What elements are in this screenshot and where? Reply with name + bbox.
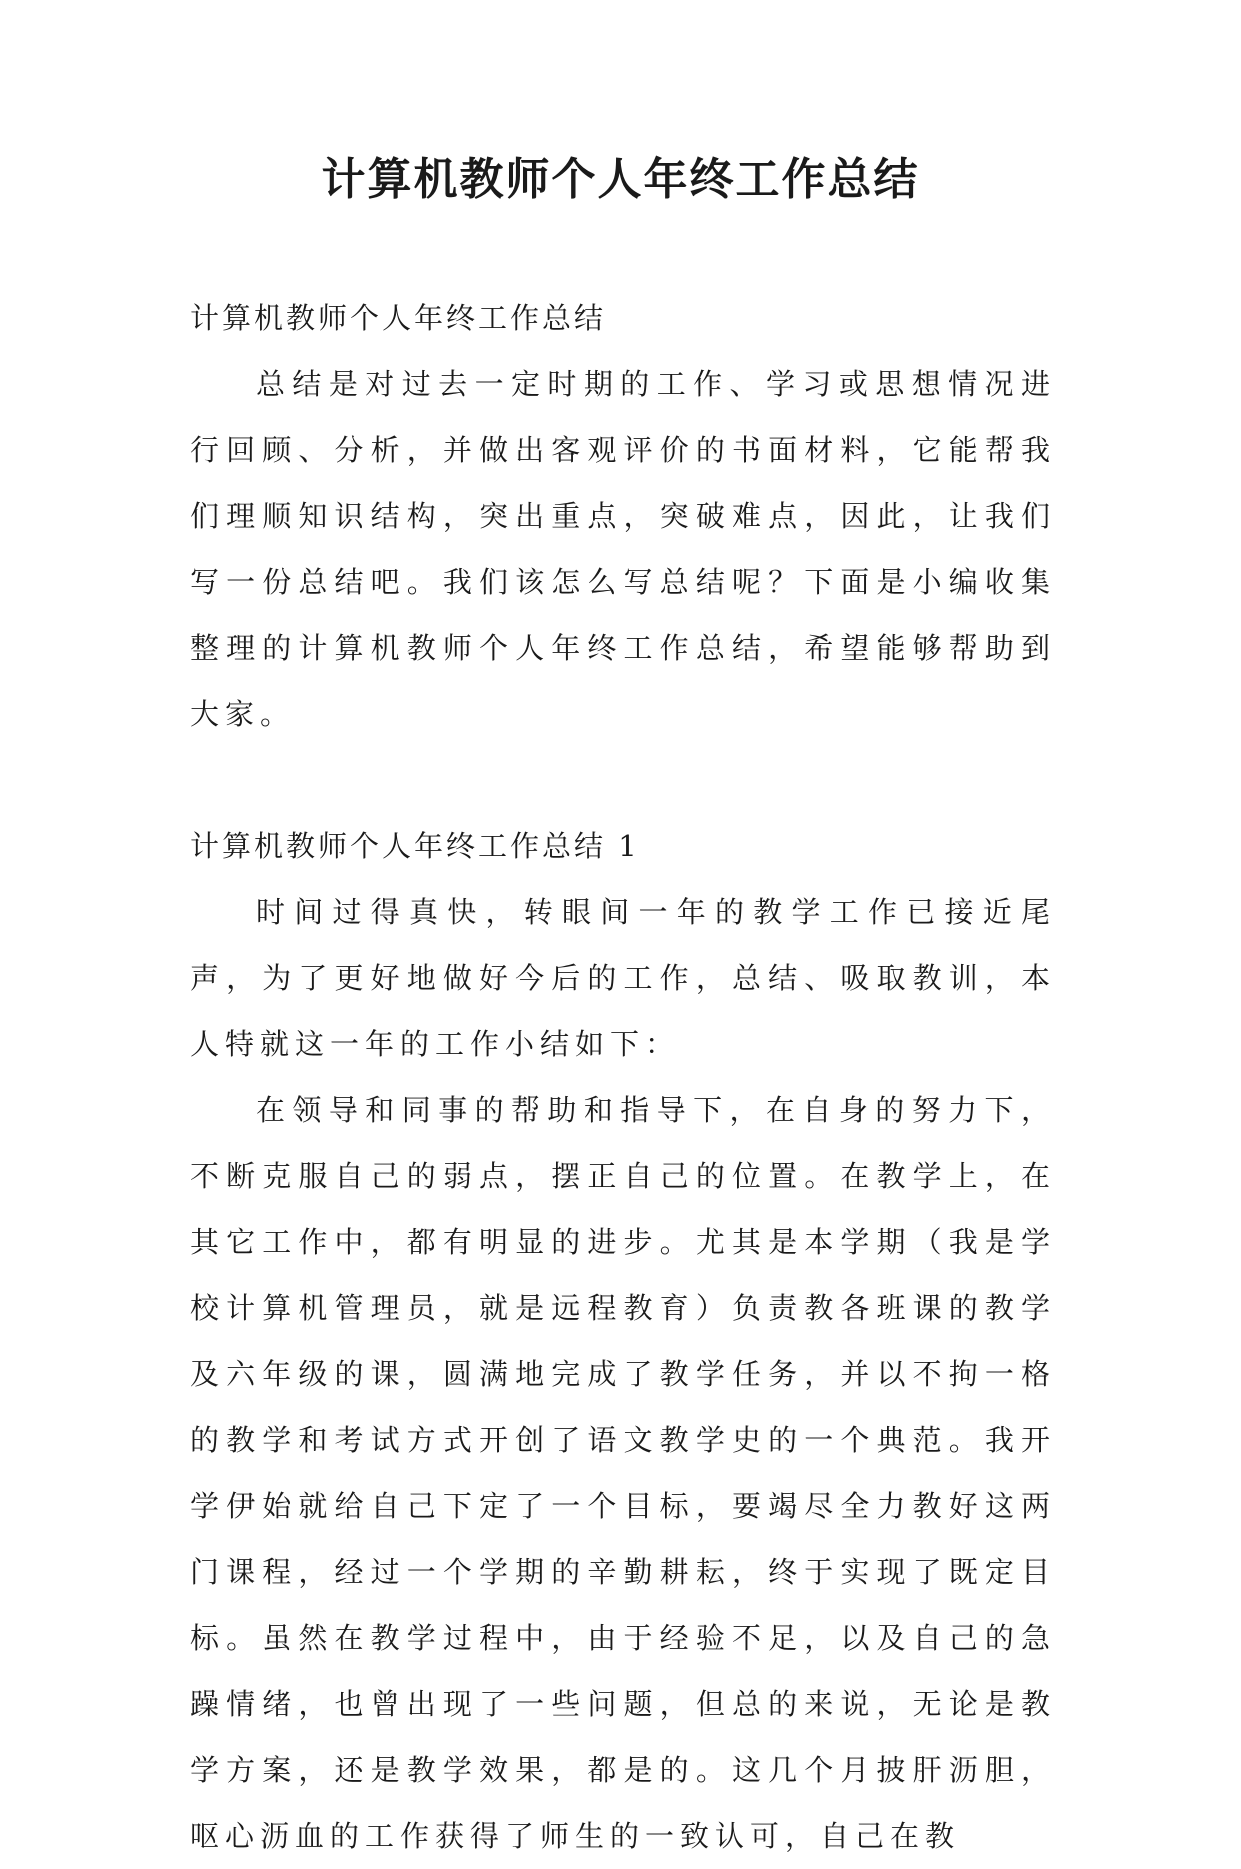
document-body [190,285,1056,1869]
section-heading: 计算机教师个人年终工作总结 [190,301,607,335]
section-intro [190,285,1056,747]
section-spacer [190,747,1056,813]
paragraph: 时间过得真快，转眼间一年的教学工作已接近尾声，为了更好地做好今后的工作，总结、吸取教训，本人特就这一年的工作小结如下： [190,895,1056,1061]
document-title: 计算机教师个人年终工作总结 [321,154,920,205]
paragraph: 在领导和同事的帮助和指导下，在自身的努力下，不断克服自己的弱点，摆正自己的位置。在教学上，在其它工作中，都有明显的进步。尤其是本学期（我是学校计算机管理员，就是远程教育）负责教各班课的教学及六年级的课，圆满地完成了教学任务，并以不拘一格的教学和考试方式开创了语文教学史的一个典范。我开学伊始就给自己下定了一个目标，要竭尽全力教好这两门课程，经过一个学期的辛勤耕耘，终于实现了既定目标。虽然在教学过程中，由于经验不足，以及自己的急躁情绪，也曾出现了一些问题，但总的来说，无论是教学方案，还是教学效果，都是的。这几个月披肝沥胆，呕心沥血的工作获得了师生的一致认可，自己在教 [190,1093,1056,1853]
section-summary-1 [190,813,1056,1869]
section-heading: 计算机教师个人年终工作总结 1 [190,829,640,863]
paragraph: 总结是对过去一定时期的工作、学习或思想情况进行回顾、分析，并做出客观评价的书面材料，它能帮我们理顺知识结构，突出重点，突破难点，因此，让我们写一份总结吧。我们该怎么写总结呢？下面是小编收集整理的计算机教师个人年终工作总结，希望能够帮助到大家。 [190,367,1056,731]
